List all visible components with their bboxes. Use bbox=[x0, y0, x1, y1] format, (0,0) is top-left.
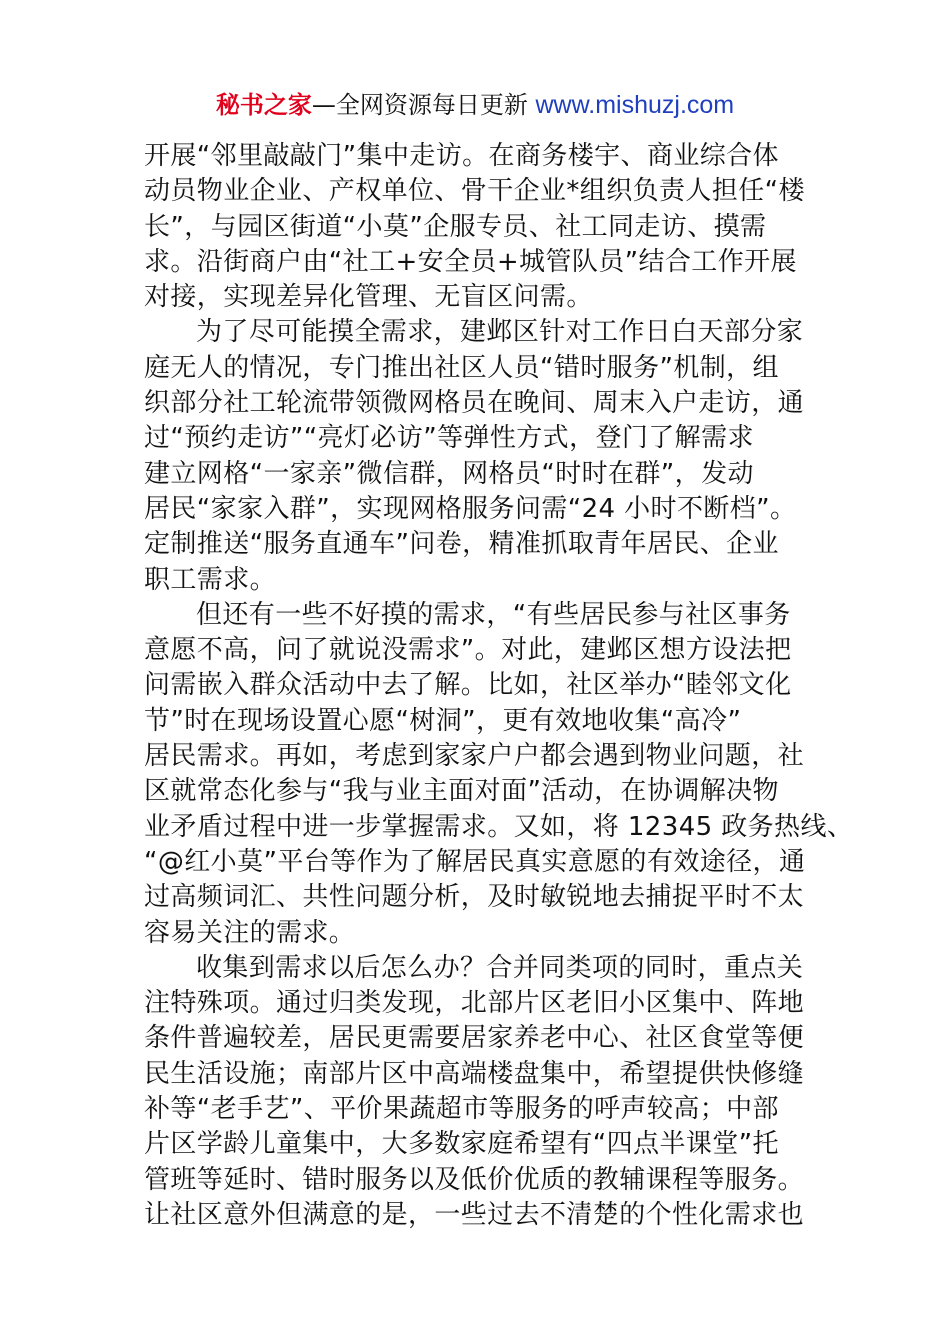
text-line: 开展“邻里敲敲门”集中走访。在商务楼宇、商业综合体 bbox=[144, 141, 779, 171]
text-line: 节”时在现场设置心愿“树洞”，更有效地收集“高冷” bbox=[144, 705, 742, 736]
document-body bbox=[144, 139, 854, 1233]
text-line: 长”，与园区街道“小莫”企服专员、社工同走访、摸需 bbox=[144, 211, 767, 242]
text-line: 注特殊项。通过归类发现，北部片区老旧小区集中、阵地 bbox=[144, 988, 805, 1019]
text-line: “@红小莫”平台等作为了解居民真实意愿的有效途径，通 bbox=[144, 846, 806, 877]
text-line: 民生活设施；南部片区中高端楼盘集中，希望提供快修缝 bbox=[144, 1058, 805, 1089]
text-line: 求。沿街商户由“社工+安全员+城管队员”结合工作开展 bbox=[144, 246, 797, 277]
text-line: 让社区意外但满意的是，一些过去不清楚的个性化需求也 bbox=[144, 1199, 805, 1230]
text-line: 职工需求。 bbox=[144, 564, 277, 595]
brand-name: 秘书之家 bbox=[215, 91, 312, 119]
text-line: 定制推送“服务直通车”问卷，精准抓取青年居民、企业 bbox=[144, 529, 779, 560]
text-line: 庭无人的情况，专门推出社区人员“错时服务”机制，组 bbox=[144, 352, 779, 383]
text-line: 过“预约走访”“亮灯必访”等弹性方式，登门了解需求 bbox=[144, 423, 754, 454]
text-line: 补等“老手艺”、平价果蔬超市等服务的呼声较高；中部 bbox=[144, 1094, 779, 1125]
page-header bbox=[0, 88, 950, 122]
text-line: 对接，实现差异化管理、无盲区问需。 bbox=[144, 282, 593, 313]
text-line: 建立网格“一家亲”微信群，网格员“时时在群”，发动 bbox=[144, 458, 754, 489]
text-line: 织部分社工轮流带领微网格员在晚间、周末入户走访，通 bbox=[144, 388, 805, 419]
text-line: 问需嵌入群众活动中去了解。比如，社区举办“睦邻文化 bbox=[144, 670, 792, 701]
site-url-link[interactable]: www.mishuzj.com bbox=[535, 91, 735, 119]
header-tagline: —全网资源每日更新 bbox=[311, 91, 536, 119]
text-line: 区就常态化参与“我与业主面对面”活动，在协调解决物 bbox=[144, 776, 779, 807]
text-line: 管班等延时、错时服务以及低价优质的教辅课程等服务。 bbox=[144, 1164, 805, 1195]
text-line: 过高频词汇、共性问题分析，及时敏锐地去捕捉平时不太 bbox=[144, 882, 805, 913]
text-line: 条件普遍较差，居民更需要居家养老中心、社区食堂等便 bbox=[144, 1023, 805, 1054]
text-line: 业矛盾过程中进一步掌握需求。又如，将 12345 政务热线、 bbox=[144, 811, 854, 842]
text-line: 片区学龄儿童集中，大多数家庭希望有“四点半课堂”托 bbox=[144, 1129, 779, 1160]
paragraph-first-line: 但还有一些不好摸的需求，“有些居民参与社区事务 bbox=[196, 599, 791, 630]
text-line: 意愿不高，问了就说没需求”。对此，建邺区想方设法把 bbox=[144, 635, 792, 666]
paragraph-first-line: 收集到需求以后怎么办？合并同类项的同时，重点关 bbox=[196, 952, 804, 983]
paragraph-first-line: 为了尽可能摸全需求，建邺区针对工作日白天部分家 bbox=[196, 317, 804, 348]
text-line: 容易关注的需求。 bbox=[144, 917, 356, 948]
text-line: 居民“家家入群”，实现网格服务问需“24 小时不断档”。 bbox=[144, 493, 797, 524]
text-line: 动员物业企业、产权单位、骨干企业*组织负责人担任“楼 bbox=[144, 176, 805, 207]
text-line: 居民需求。再如，考虑到家家户户都会遇到物业问题，社 bbox=[144, 741, 805, 772]
